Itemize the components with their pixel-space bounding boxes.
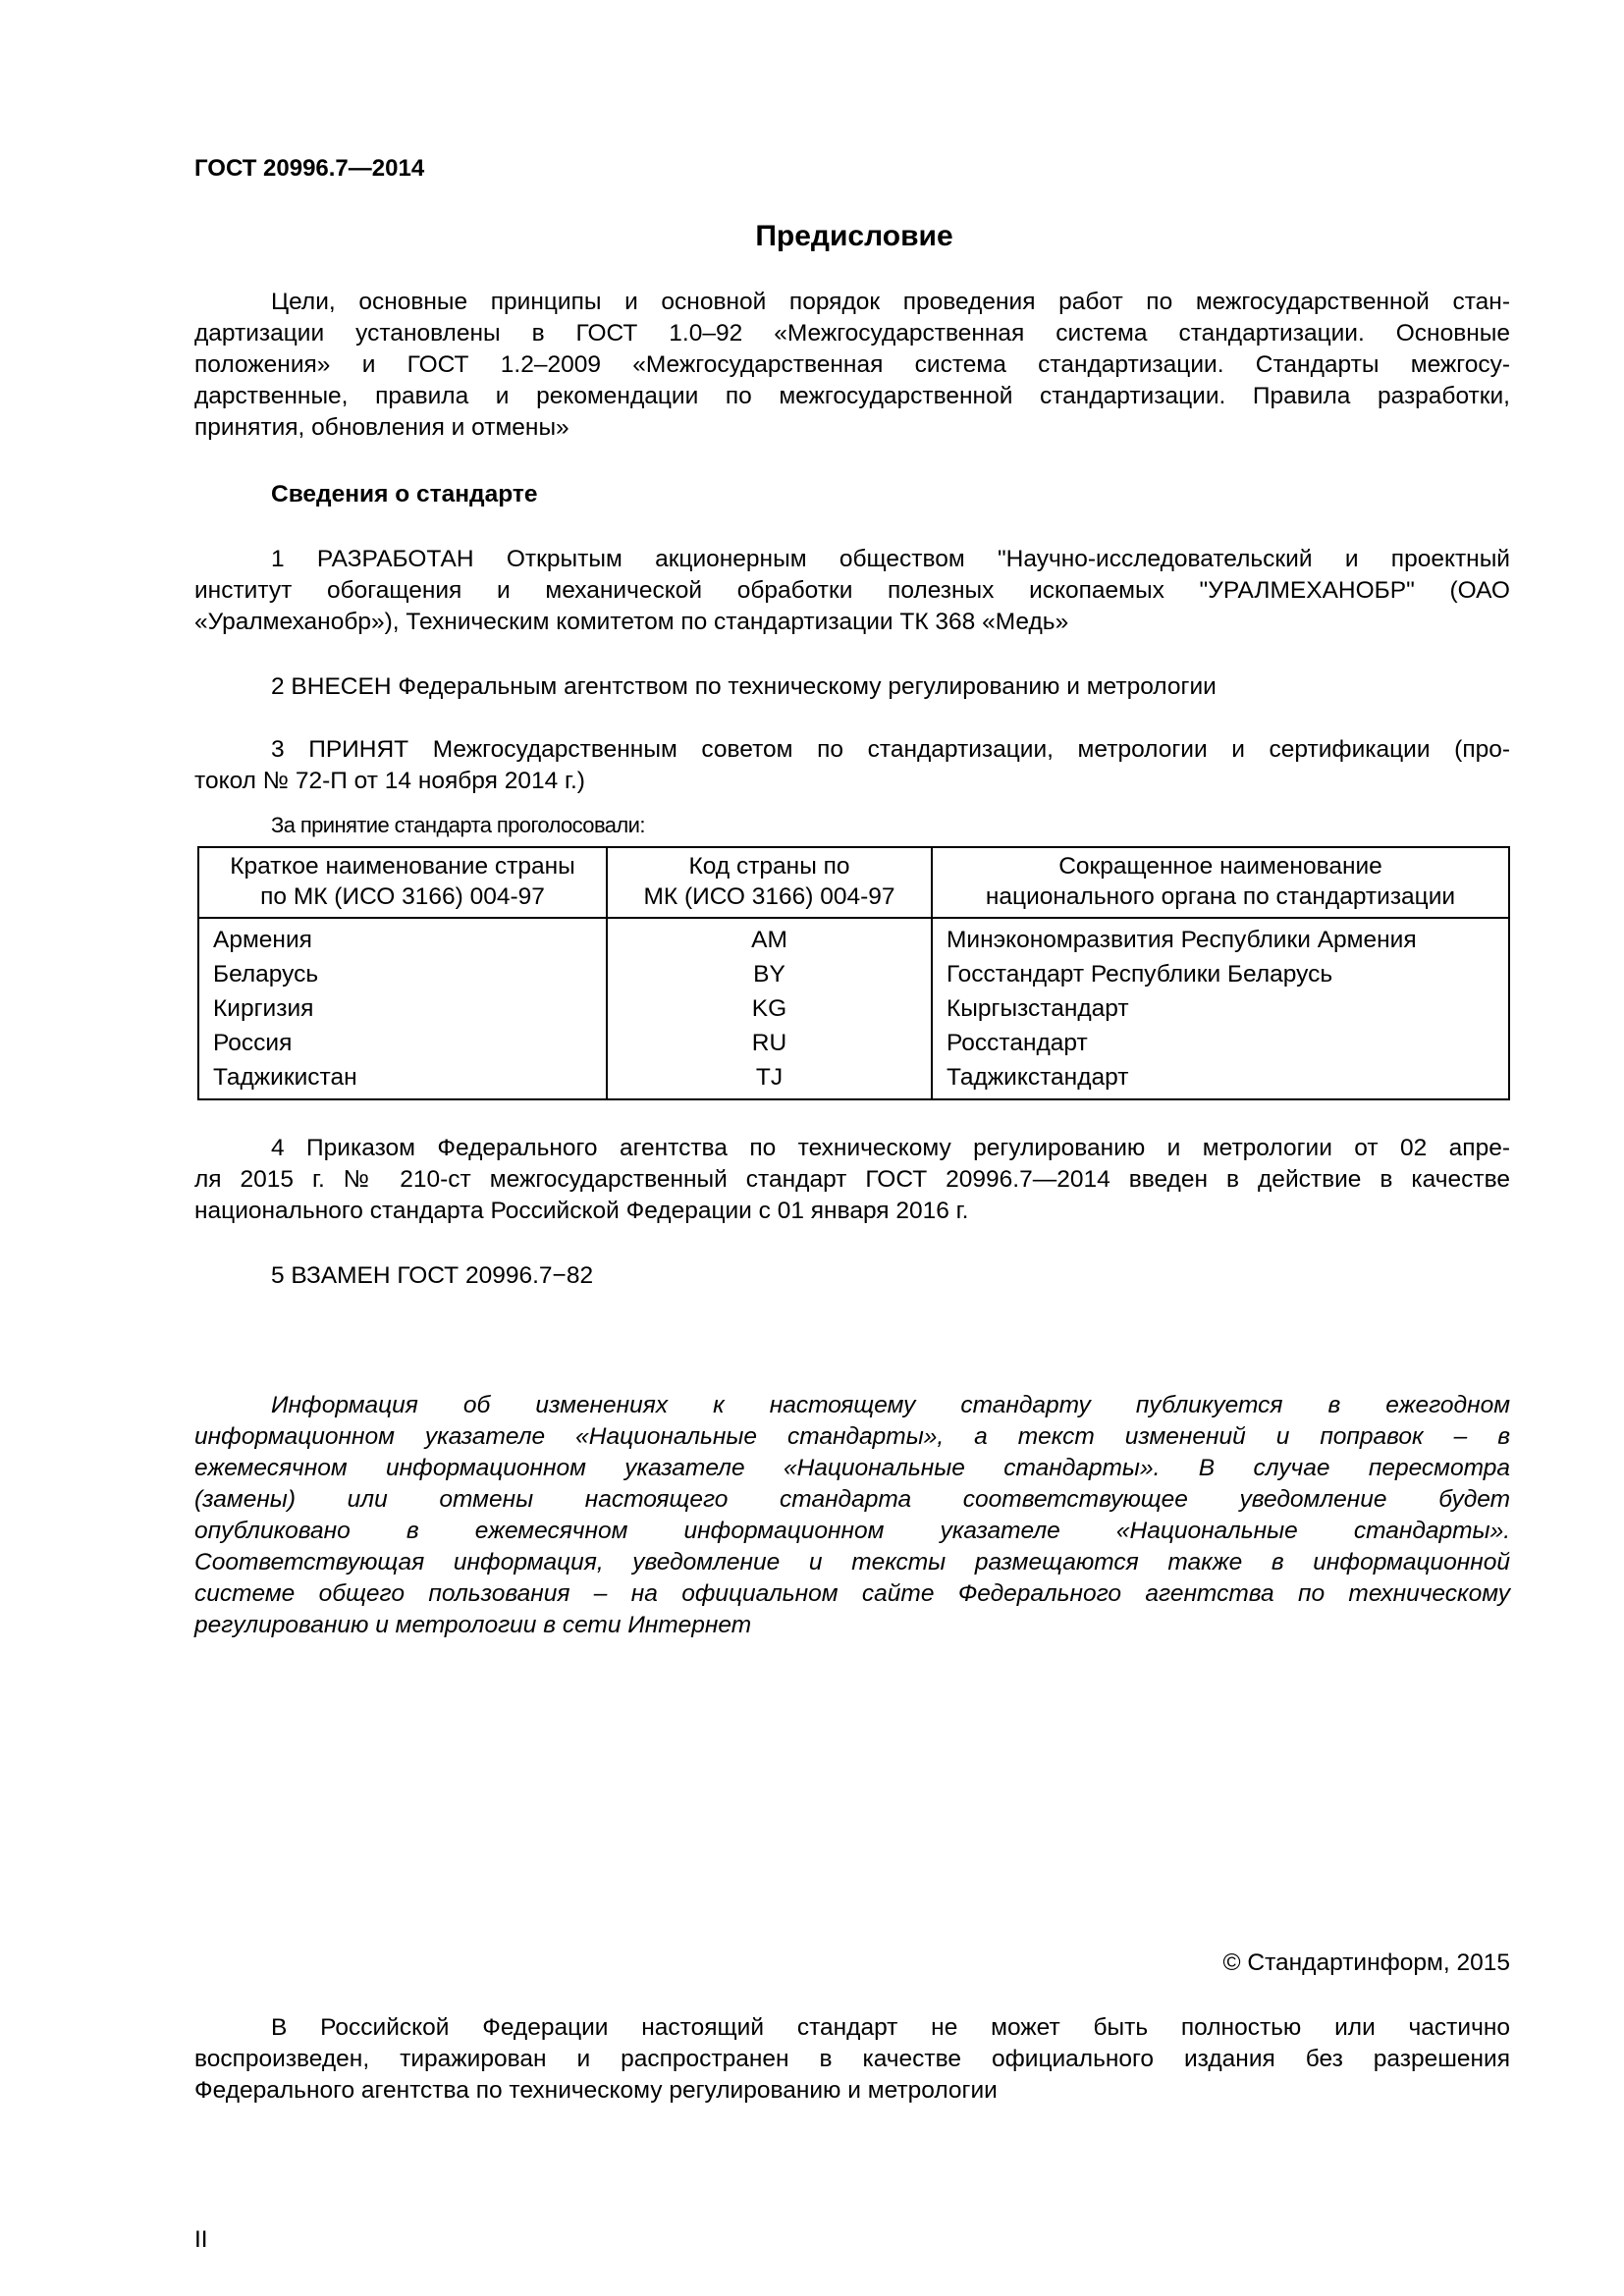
item-2-paragraph — [194, 671, 1510, 703]
body-cell: Госстандарт Республики Беларусь — [932, 957, 1509, 991]
copyright-notice: © Стандартинформ, 2015 — [1222, 1949, 1510, 1976]
body-cell: Минэкономразвития Республики Армения — [932, 918, 1509, 957]
table-caption: За принятие стандарта проголосовали: — [271, 813, 645, 837]
text-line: 2 ВНЕСЕН Федеральным агентством по техническому регулированию и метрологии — [271, 673, 1217, 700]
table-row — [198, 957, 1509, 991]
text-line: опубликовано в ежемесячном информационном указателе «Национальные стандарты». — [194, 1518, 1510, 1544]
text-line: национального стандарта Российской Федерации с 01 января 2016 г. — [194, 1198, 969, 1224]
text-line: токол № 72-П от 14 ноября 2014 г.) — [194, 768, 585, 794]
doc-code-header: ГОСТ 20996.7—2014 — [194, 155, 425, 182]
text-line: дартизации установлены в ГОСТ 1.0–92 «Межгосударственная система стандартизации. Основные — [194, 320, 1510, 347]
table-row — [198, 1060, 1509, 1099]
header-line: национального органа по стандартизации — [985, 883, 1456, 910]
text-line: системе общего пользования – на официальном сайте Федерального агентства по техническому — [194, 1580, 1510, 1607]
text-line: В Российской Федерации настоящий стандарт не может быть полностью или частично — [271, 2014, 1510, 2041]
body-cell: Таджикстандарт — [932, 1060, 1509, 1099]
intro-paragraph — [194, 287, 1510, 444]
text-line: 1 РАЗРАБОТАН Открытым акционерным обществом "Научно-исследовательский и проектный — [271, 546, 1510, 572]
item-1-paragraph — [194, 544, 1510, 638]
code-cell: AM — [607, 918, 932, 957]
text-line: 4 Приказом Федерального агентства по техническому регулированию и метрологии от 02 апре- — [271, 1135, 1510, 1161]
column-header-code — [607, 847, 932, 918]
text-line: ля 2015 г. № 210-ст межгосударственный стандарт ГОСТ 20996.7—2014 введен в действие в качестве — [194, 1166, 1510, 1193]
text-line: Цели, основные принципы и основной порядок проведения работ по межгосударственной стан- — [271, 289, 1510, 315]
text-line: (замены) или отмены настоящего стандарта соответствующее уведомление будет — [194, 1486, 1510, 1513]
text-line: Федерального агентства по техническому регулированию и метрологии — [194, 2077, 998, 2104]
header-line: Сокращенное наименование — [1058, 853, 1382, 880]
item-4-paragraph — [194, 1133, 1510, 1227]
page-number: II — [194, 2226, 208, 2253]
text-line: положения» и ГОСТ 1.2–2009 «Межгосударственная система стандартизации. Стандарты межгосу- — [194, 351, 1510, 378]
table-row — [198, 918, 1509, 957]
page-title: Предисловие — [755, 220, 953, 252]
body-cell: Кыргызстандарт — [932, 991, 1509, 1026]
table-row — [198, 1026, 1509, 1060]
text-line: 3 ПРИНЯТ Межгосударственным советом по стандартизации, метрологии и сертификации (про- — [271, 736, 1510, 763]
code-cell: RU — [607, 1026, 932, 1060]
text-line: воспроизведен, тиражирован и распространен в качестве официального издания без разрешения — [194, 2046, 1510, 2072]
standard-info-heading: Сведения о стандарте — [271, 481, 538, 507]
code-cell: KG — [607, 991, 932, 1026]
text-line: принятия, обновления и отмены» — [194, 414, 569, 441]
text-line: Информация об изменениях к настоящему стандарту публикуется в ежегодном — [271, 1392, 1510, 1418]
country-cell: Армения — [198, 918, 607, 957]
body-cell: Росстандарт — [932, 1026, 1509, 1060]
text-line: ежемесячном информационном указателе «Национальные стандарты». В случае пересмотра — [194, 1455, 1510, 1481]
header-line: Код страны по — [688, 853, 850, 880]
header-line: МК (ИСО 3166) 004-97 — [643, 883, 895, 910]
item-3-paragraph — [194, 734, 1510, 797]
code-cell: TJ — [607, 1060, 932, 1099]
rights-paragraph — [194, 2012, 1510, 2107]
voting-table — [197, 846, 1510, 1100]
country-cell: Беларусь — [198, 957, 607, 991]
changes-info-paragraph — [194, 1390, 1510, 1641]
text-line: дарственные, правила и рекомендации по межгосударственной стандартизации. Правила разработки, — [194, 383, 1510, 409]
column-header-body — [932, 847, 1509, 918]
item-5-paragraph — [194, 1260, 1510, 1292]
header-line: Краткое наименование страны — [230, 853, 575, 880]
table-header-row — [198, 847, 1509, 918]
table-row — [198, 991, 1509, 1026]
text-line: «Уралмеханобр»), Техническим комитетом по стандартизации ТК 368 «Медь» — [194, 609, 1069, 635]
text-line: регулированию и метрологии в сети Интернет — [194, 1612, 752, 1638]
text-line: институт обогащения и механической обработки полезных ископаемых "УРАЛМЕХАНОБР" (ОАО — [194, 577, 1510, 604]
header-line: по МК (ИСО 3166) 004-97 — [260, 883, 545, 910]
text-line: 5 ВЗАМЕН ГОСТ 20996.7−82 — [271, 1262, 594, 1289]
text-line: Соответствующая информация, уведомление и тексты размещаются также в информационной — [194, 1549, 1510, 1575]
code-cell: BY — [607, 957, 932, 991]
country-cell: Россия — [198, 1026, 607, 1060]
country-cell: Таджикистан — [198, 1060, 607, 1099]
text-line: информационном указателе «Национальные стандарты», а текст изменений и поправок – в — [194, 1423, 1510, 1450]
column-header-country — [198, 847, 607, 918]
country-cell: Киргизия — [198, 991, 607, 1026]
